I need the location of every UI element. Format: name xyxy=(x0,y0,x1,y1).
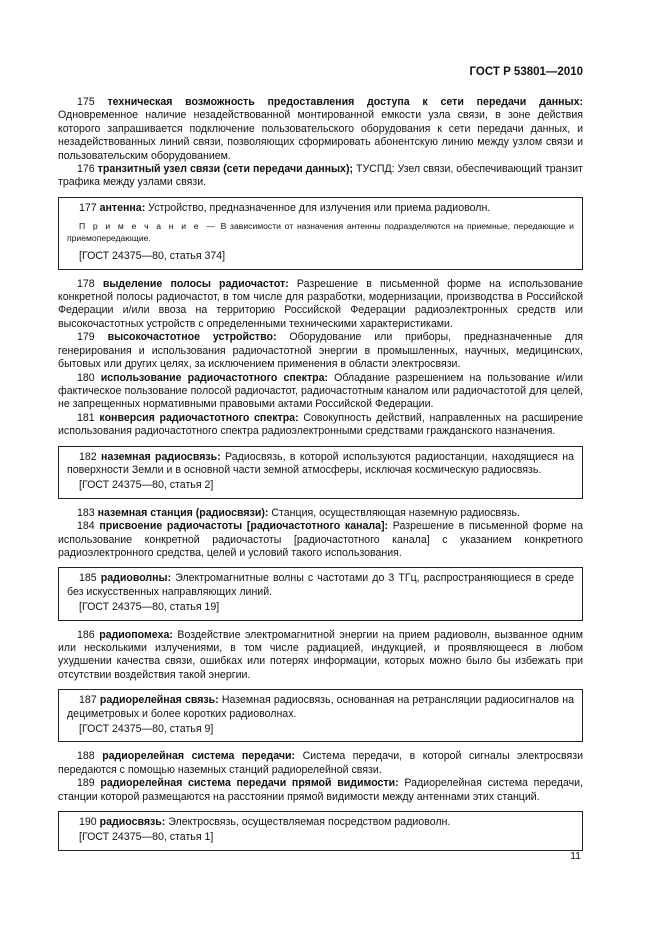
entry-number: 187 xyxy=(79,694,97,707)
entry-number: 190 xyxy=(79,816,97,829)
document-id-header: ГОСТ Р 53801—2010 xyxy=(469,66,583,78)
standard-reference: [ГОСТ 24375—80, статья 9] xyxy=(79,723,214,736)
entry-187 xyxy=(67,694,574,721)
entry-term: техническая возможность предоставления доступа к сети передачи данных: xyxy=(107,96,583,108)
entry-number: 180 xyxy=(77,371,95,384)
boxed-entry-177 xyxy=(58,197,583,270)
entry-number: 175 xyxy=(77,96,95,108)
entry-180 xyxy=(58,372,583,412)
entry-term: радиорелейная система передачи: xyxy=(102,750,296,763)
entry-number: 178 xyxy=(77,277,95,290)
entry-term: выделение полосы радиочастот: xyxy=(102,277,289,290)
entry-definition: Электросвязь, осуществляемая посредством радиоволн. xyxy=(165,816,451,829)
boxed-entry-190 xyxy=(58,811,583,851)
entry-definition: Устройство, предназначенное для излучения или приема радиоволн. xyxy=(145,201,491,214)
entry-176 xyxy=(58,163,583,190)
entry-definition: Разрешение в письменной форме на использование конкретной полосы радиочастот, в том числе для разработки, модернизации, производства в Российской Федерации и/или ввоза на территорию Российской Федерации радиоэлектронных средств или высокочастотных устройств с определенными техническими характеристиками. xyxy=(58,277,583,330)
entry-term: радиосвязь: xyxy=(99,816,166,829)
entry-definition: Станция, осуществляющая наземную радиосвязь. xyxy=(268,506,520,519)
entry-number: 182 xyxy=(79,450,97,463)
entry-definition: Одновременное наличие незадействованной монтированной емкости узла связи, в зоне действия которого запрашивается подключение пользовательского оборудования к сети передачи данных, и незадействованных линий связи, позволяющих сформировать абонентскую линию между узлом связи и пользовательским оборудованием. xyxy=(58,109,583,162)
entry-175 xyxy=(58,96,583,163)
entry-182 xyxy=(67,451,574,478)
page-number: 11 xyxy=(570,850,581,862)
entry-184 xyxy=(58,520,583,560)
entry-number: 183 xyxy=(77,506,95,519)
entry-186 xyxy=(58,629,583,683)
boxed-entry-185 xyxy=(58,567,583,620)
entry-term: антенна: xyxy=(99,201,146,214)
entry-definition: Радиорелейная система передачи, станции которой размещаются на расстоянии прямой видимости между антеннами этих станций. xyxy=(58,777,583,803)
entry-number: 177 xyxy=(79,201,97,214)
entry-definition: Оборудование или приборы, предназначенные для генерирования и использования радиочастотной энергии в промышленных, научных, медицинских, бытовых или других целях, за исключением применения в области электросвязи. xyxy=(58,331,583,371)
entry-number: 185 xyxy=(79,572,97,585)
entry-188 xyxy=(58,750,583,777)
standard-reference: [ГОСТ 24375—80, статья 2] xyxy=(79,479,214,492)
entry-178 xyxy=(58,278,583,332)
entry-number: 186 xyxy=(77,628,95,641)
entry-term: высокочастотное устройство: xyxy=(107,331,277,344)
entry-note xyxy=(67,221,574,244)
entry-definition: Система передачи, в которой сигналы электросвязи передаются с помощью наземных станций радиорелейной связи. xyxy=(58,750,584,776)
entry-term: радиорелейная система передачи прямой видимости: xyxy=(100,777,399,790)
entry-term: конверсия радиочастотного спектра: xyxy=(99,411,299,424)
entry-term: присвоение радиочастоты [радиочастотного канала]: xyxy=(99,520,389,533)
entry-definition: Наземная радиосвязь, основанная на ретрансляции радиосигналов на дециметровых и более коротких радиоволнах. xyxy=(67,694,574,720)
entry-term: использование радиочастотного спектра: xyxy=(100,371,329,384)
entry-term: радиорелейная связь: xyxy=(99,694,219,707)
entry-number: 189 xyxy=(77,777,95,790)
entry-term: наземная радиосвязь: xyxy=(101,450,221,463)
entry-term: радиопомеха: xyxy=(99,628,173,641)
boxed-entry-187 xyxy=(58,689,583,742)
entry-number: 181 xyxy=(77,411,95,424)
note-label: П р и м е ч а н и е — xyxy=(79,221,217,232)
entry-definition: Радиосвязь, в которой используются радиостанции, находящиеся на поверхности Земли и в основной части земной атмосферы, исключая космическую радиосвязь. xyxy=(67,450,575,476)
entry-number: 188 xyxy=(77,750,95,763)
standard-reference: [ГОСТ 24375—80, статья 1] xyxy=(79,831,214,844)
entry-177 xyxy=(67,202,574,215)
entry-185 xyxy=(67,572,574,599)
entry-definition: Воздействие электромагнитной энергии на прием радиоволн, вызванное одним или несколькими излучениями, в том числе радиацией, индукцией, и проявляющееся в любом ухудшении качества связи, ошибках или потерях информации, которых можно было бы избежать при отсутствии воздействия такой энергии. xyxy=(58,628,583,681)
boxed-entry-182 xyxy=(58,446,583,499)
entry-190 xyxy=(67,816,574,829)
entry-181 xyxy=(58,412,583,439)
entry-number: 184 xyxy=(77,520,95,533)
standard-reference: [ГОСТ 24375—80, статья 374] xyxy=(79,250,226,263)
entry-179 xyxy=(58,331,583,371)
entry-term: наземная станция (радиосвязи): xyxy=(97,506,269,519)
entry-number: 176 xyxy=(77,163,95,176)
entry-definition: Разрешение в письменной форме на использование конкретной радиочастоты [радиочастотного канала] с указанием конкретного радиоэлектронного средства, целей и условий такого использования. xyxy=(58,520,583,559)
entry-term: радиоволны: xyxy=(100,572,172,585)
entry-definition: Обладание разрешением на пользование и/или фактическое пользование полосой радиочастот, радиочастотным каналом или радиочастотой для целей, не запрещенных нормативными правовыми актами Российской Федерации. xyxy=(58,371,583,411)
entry-183 xyxy=(58,507,583,520)
entry-number: 179 xyxy=(77,331,95,344)
entry-definition: Электромагнитные волны с частотами до 3 ТГц, распространяющиеся в среде без искусственных направляющих линий. xyxy=(67,572,574,598)
entry-term: транзитный узел связи (сети передачи данных); xyxy=(97,163,354,176)
standard-reference: [ГОСТ 24375—80, статья 19] xyxy=(79,601,220,614)
terms-content xyxy=(58,96,583,859)
entry-definition: ТУСПД: Узел связи, обеспечивающий транзит трафика между узлами связи. xyxy=(58,163,584,189)
note-text: В зависимости от назначения антенны подразделяются на приемные, передающие и приемопередающие. xyxy=(67,221,574,243)
entry-189 xyxy=(58,777,583,804)
entry-definition: Совокупность действий, направленных на расширение использования радиочастотного спектра радиоэлектронными средствами гражданского назначения. xyxy=(58,411,583,438)
